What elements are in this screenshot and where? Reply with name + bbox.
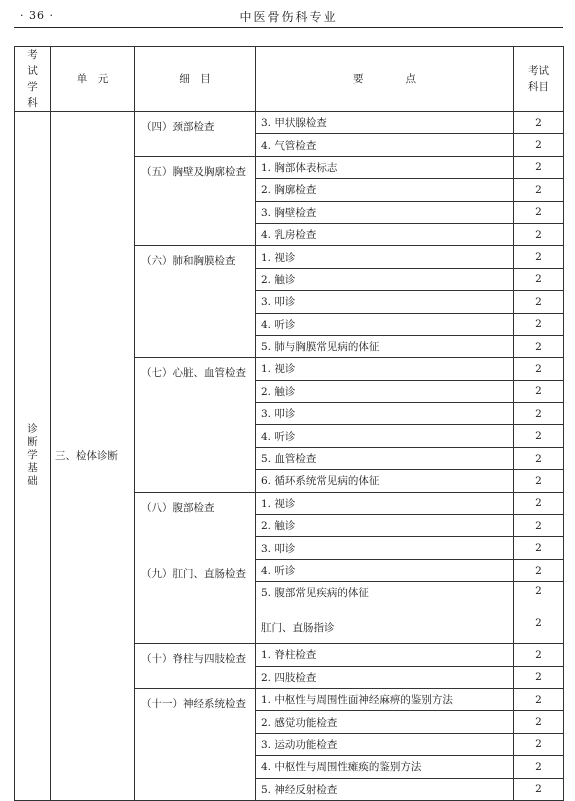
- point-cell: [256, 403, 514, 425]
- score-value: 2: [535, 671, 542, 684]
- score-cell: [514, 644, 564, 666]
- point-text: 2. 胸廓检查: [261, 184, 317, 197]
- section-title-cell: [135, 156, 256, 246]
- point-cell: [256, 268, 514, 290]
- point-cell: [256, 112, 514, 134]
- score-cell: [514, 447, 564, 469]
- score-cell: [514, 268, 564, 290]
- page-number: · 36 ·: [20, 9, 54, 22]
- section-title: （七）心脏、血管检查: [141, 367, 246, 380]
- header-subject: 考试学科: [15, 47, 51, 112]
- point-cell: [256, 447, 514, 469]
- section-title-cell: [135, 358, 256, 492]
- point-cell: [256, 201, 514, 223]
- score-value: 2: [535, 648, 542, 661]
- score-cell: [514, 515, 564, 537]
- section-title-secondary: （九）肛门、直肠检查: [141, 567, 246, 580]
- table-row: [15, 112, 564, 134]
- point-text: 2. 感觉功能检查: [261, 716, 338, 729]
- point-text: 1. 中枢性与周围性面神经麻痹的鉴别方法: [261, 694, 453, 707]
- section-title-cell: [135, 246, 256, 358]
- point-text: 5. 神经反射检查: [261, 783, 338, 796]
- table-header-row: [15, 47, 564, 112]
- point-text: 3. 胸壁检查: [261, 206, 317, 219]
- score-value: 2: [535, 273, 542, 286]
- point-text: 5. 血管检查: [261, 453, 317, 466]
- score-cell: [514, 733, 564, 755]
- section-title-cell: [135, 688, 256, 800]
- point-text: 2. 触诊: [261, 520, 296, 533]
- point-text: 6. 循环系统常见病的体征: [261, 475, 380, 488]
- header-section: 细 目: [135, 47, 256, 112]
- score-value: 2: [535, 497, 542, 510]
- point-text: 3. 甲状腺检查: [261, 117, 327, 130]
- point-text: 1. 视诊: [261, 497, 296, 510]
- point-text: 5. 腹部常见疾病的体征: [261, 587, 369, 600]
- score-cell: [514, 666, 564, 688]
- score-cell: [514, 425, 564, 447]
- score-value: 2: [535, 585, 542, 598]
- exam-outline-table: [14, 46, 564, 801]
- score-value: 2: [535, 318, 542, 331]
- score-cell: [514, 179, 564, 201]
- score-value: 2: [535, 116, 542, 129]
- score-cell: [514, 291, 564, 313]
- point-cell: [256, 156, 514, 178]
- score-cell: [514, 582, 564, 644]
- point-text: 1. 视诊: [261, 251, 296, 264]
- point-cell: [256, 492, 514, 514]
- score-value: 2: [535, 228, 542, 241]
- point-cell: [256, 756, 514, 778]
- point-text: 3. 叩诊: [261, 408, 296, 421]
- score-cell: [514, 470, 564, 492]
- header-score: 考试科目: [514, 47, 564, 112]
- score-cell: [514, 112, 564, 134]
- score-cell: [514, 778, 564, 800]
- score-cell: [514, 711, 564, 733]
- point-text: 4. 气管检查: [261, 139, 317, 152]
- point-text: 1. 脊柱检查: [261, 649, 317, 662]
- score-cell: [514, 156, 564, 178]
- score-cell: [514, 537, 564, 559]
- score-value: 2: [535, 564, 542, 577]
- point-text: 3. 运动功能检查: [261, 738, 338, 751]
- point-text: 4. 听诊: [261, 565, 296, 577]
- section-title: （十）脊柱与四肢检查: [141, 653, 246, 666]
- point-cell: [256, 179, 514, 201]
- section-title-cell: [135, 492, 256, 644]
- score-cell: [514, 313, 564, 335]
- score-value: 2: [535, 407, 542, 420]
- subject-cell: [15, 112, 51, 801]
- score-cell: [514, 223, 564, 245]
- score-value: 2: [535, 295, 542, 308]
- point-cell: [256, 559, 514, 581]
- section-title-cell: [135, 644, 256, 689]
- point-cell: [256, 223, 514, 245]
- point-cell: [256, 246, 514, 268]
- point-text: 4. 听诊: [261, 430, 296, 443]
- point-cell: [256, 688, 514, 710]
- section-title: （五）胸壁及胸廓检查: [141, 165, 246, 178]
- header-points: 要 点: [256, 47, 514, 112]
- point-text: 2. 四肢检查: [261, 671, 317, 684]
- score-value: 2: [535, 474, 542, 487]
- point-text: 2. 触诊: [261, 385, 296, 398]
- score-value: 2: [535, 206, 542, 219]
- score-value: 2: [535, 519, 542, 532]
- table-body: [15, 112, 564, 801]
- score-value: 2: [535, 362, 542, 375]
- point-text: 2. 触诊: [261, 273, 296, 286]
- point-cell: [256, 537, 514, 559]
- point-cell: [256, 358, 514, 380]
- score-value: 2: [535, 760, 542, 773]
- section-title: （八）腹部检查: [141, 501, 215, 514]
- score-cell: [514, 492, 564, 514]
- score-cell: [514, 246, 564, 268]
- score-value: 2: [535, 340, 542, 353]
- score-cell: [514, 358, 564, 380]
- point-cell: [256, 313, 514, 335]
- score-cell: [514, 559, 564, 581]
- point-text: 1. 胸部体表标志: [261, 161, 338, 174]
- unit-cell: 三、检体诊断: [51, 112, 135, 801]
- point-text-secondary: 肛门、直肠指诊: [261, 622, 335, 635]
- point-cell: [256, 515, 514, 537]
- score-cell: [514, 201, 564, 223]
- score-value: 2: [535, 430, 542, 443]
- score-value: 2: [535, 183, 542, 196]
- score-cell: [514, 688, 564, 710]
- section-title: （十一）神经系统检查: [141, 697, 246, 710]
- point-cell: [256, 335, 514, 357]
- point-text: 4. 乳房检查: [261, 229, 317, 242]
- point-cell: [256, 582, 514, 644]
- point-cell: [256, 380, 514, 402]
- score-cell: [514, 756, 564, 778]
- point-cell: [256, 470, 514, 492]
- point-cell: [256, 291, 514, 313]
- score-value: 2: [535, 251, 542, 264]
- score-cell: [514, 403, 564, 425]
- score-cell: [514, 134, 564, 156]
- score-value: 2: [535, 693, 542, 706]
- score-value: 2: [535, 452, 542, 465]
- point-text: 4. 听诊: [261, 318, 296, 331]
- point-text: 3. 叩诊: [261, 542, 296, 555]
- score-value-secondary: 2: [535, 617, 542, 630]
- point-cell: [256, 644, 514, 666]
- subject-label: 诊断学基础: [27, 423, 38, 488]
- point-cell: [256, 134, 514, 156]
- score-value: 2: [535, 542, 542, 555]
- score-value: 2: [535, 385, 542, 398]
- page-title: 中医骨伤科专业: [239, 10, 338, 24]
- score-value: 2: [535, 139, 542, 152]
- section-title-cell: [135, 112, 256, 157]
- score-cell: [514, 380, 564, 402]
- page-header: [14, 0, 563, 28]
- score-value: 2: [535, 716, 542, 729]
- header-unit: 单 元: [51, 47, 135, 112]
- score-value: 2: [535, 738, 542, 751]
- section-title: （四）颈部检查: [141, 121, 215, 133]
- point-cell: [256, 666, 514, 688]
- point-cell: [256, 733, 514, 755]
- point-text: 3. 叩诊: [261, 296, 296, 309]
- point-text: 4. 中枢性与周围性瘫痪的鉴别方法: [261, 761, 422, 774]
- score-cell: [514, 335, 564, 357]
- point-cell: [256, 711, 514, 733]
- score-value: 2: [535, 161, 542, 174]
- point-cell: [256, 425, 514, 447]
- point-text: 5. 肺与胸膜常见病的体征: [261, 341, 380, 354]
- score-value: 2: [535, 783, 542, 796]
- section-title: （六）肺和胸膜检查: [141, 255, 236, 268]
- point-cell: [256, 778, 514, 800]
- point-text: 1. 视诊: [261, 363, 296, 376]
